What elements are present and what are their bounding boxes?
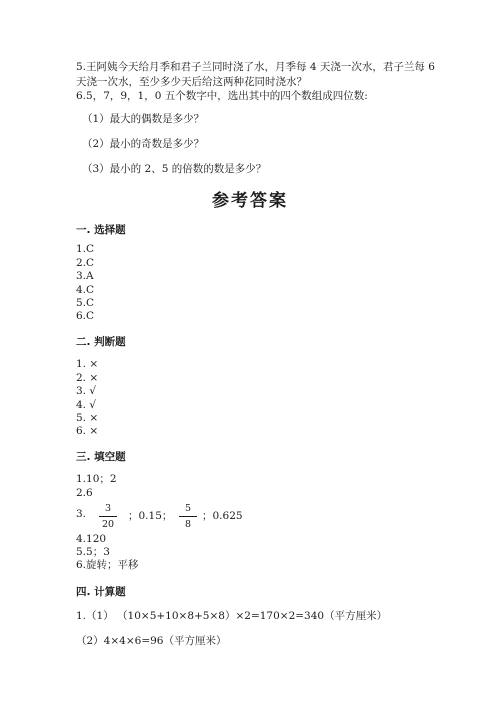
calc-answer-1: 1.（1） （10×5+10×8+5×8）×2=170×2=340（平方厘米）	[76, 610, 388, 622]
fill-answer-5: 5.5；3	[76, 546, 110, 558]
section-heading-calc: 四. 计算题	[76, 586, 126, 598]
choice-answer: 5.C	[76, 297, 95, 309]
judge-answer: 2. ×	[76, 372, 99, 384]
choice-answer: 3.A	[76, 270, 94, 282]
fraction-numerator: 5	[184, 503, 192, 514]
fraction-5-8	[176, 503, 200, 530]
fraction-bar	[99, 516, 117, 517]
section-heading-fill: 三. 填空题	[76, 451, 126, 463]
fill-answer-3-prefix: 3.	[76, 508, 87, 520]
judge-answer: 6. ×	[76, 425, 99, 437]
section-heading-judge: 二. 判断题	[76, 336, 126, 348]
choice-answer: 4.C	[76, 284, 95, 296]
fill-answer-6: 6.旋转；平移	[76, 559, 139, 571]
fill-answer-3-middle: ；0.15；	[128, 510, 173, 522]
question-6-sub-1: （1）最大的偶数是多少？	[82, 113, 205, 125]
fill-answer-3-tail: ；0.625	[202, 510, 243, 522]
fraction-denominator: 20	[101, 519, 115, 530]
judge-answer: 4. √	[76, 399, 97, 411]
choice-answer: 1.C	[76, 243, 95, 255]
choice-answer: 6.C	[76, 310, 95, 322]
fill-answer-2: 2.6	[76, 487, 93, 499]
judge-answer: 3. √	[76, 385, 97, 397]
judge-answer: 5. ×	[76, 412, 99, 424]
question-6: 6.5，7，9，1，0 五个数字中，选出其中的四个数组成四位数:	[76, 90, 368, 102]
fraction-3-20	[96, 503, 120, 530]
fill-answer-4: 4.120	[76, 533, 107, 545]
fraction-numerator: 3	[104, 503, 112, 514]
judge-answer: 1. ×	[76, 358, 99, 370]
answer-title: 参考答案	[212, 191, 288, 211]
calc-answer-2: （2）4×4×6=96（平方厘米）	[76, 635, 227, 647]
section-heading-choice: 一. 选择题	[76, 224, 126, 236]
fraction-denominator: 8	[184, 519, 192, 530]
question-5-line-2: 天浇一次水，至少多少天后给这两种花同时浇水？	[76, 76, 307, 88]
question-6-sub-3: （3）最小的 2、5 的倍数的数是多少？	[82, 163, 267, 175]
question-6-sub-2: （2）最小的奇数是多少？	[82, 138, 205, 150]
question-5-line-1: 5.王阿姨今天给月季和君子兰同时浇了水，月季每 4 天浇一次水，君子兰每 6	[76, 61, 435, 73]
fraction-bar	[179, 516, 197, 517]
choice-answer: 2.C	[76, 257, 95, 269]
fill-answer-1: 1.10；2	[76, 473, 117, 485]
